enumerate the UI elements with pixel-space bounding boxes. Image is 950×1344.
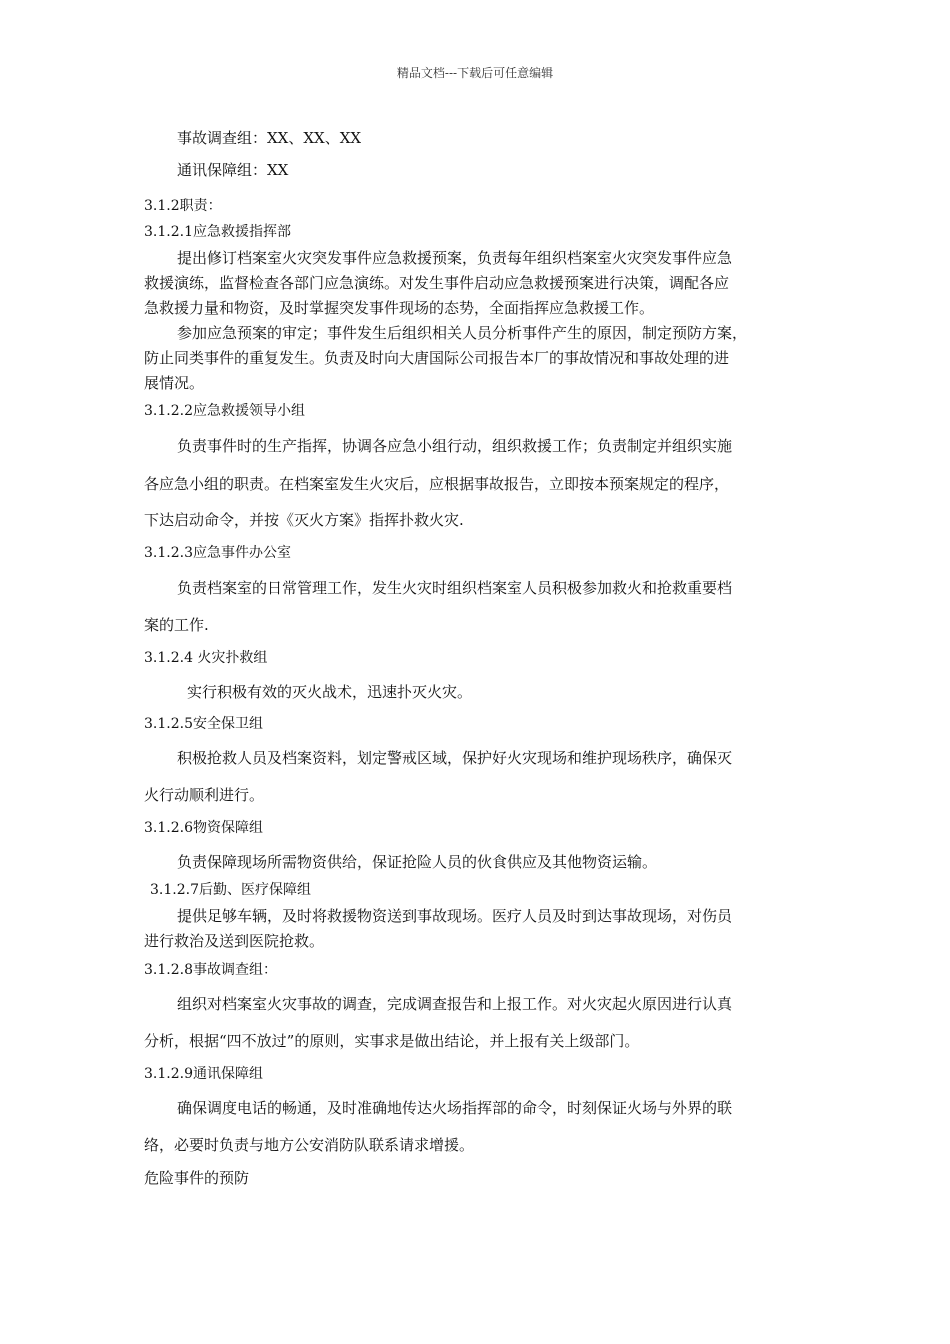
text-line: 络，必要时负责与地方公安消防队联系请求增援。: [144, 1136, 475, 1154]
text-line: 分析，根据“四不放过”的原则，实事求是做出结论，并上报有关上级部门。: [144, 1032, 640, 1050]
text-line: 负责事件时的生产指挥，协调各应急小组行动，组织救援工作；负责制定并组织实施: [177, 437, 733, 455]
text-line: 事故调查组：XX、XX、XX: [177, 129, 362, 147]
text-line: 救援演练，监督检查各部门应急演练。对发生事件启动应急救援预案进行决策，调配各应: [144, 274, 730, 292]
section-heading: 3.1.2.8事故调查组：: [144, 962, 277, 978]
section-heading: 3.1.2.6物资保障组: [144, 820, 263, 836]
section-heading: 3.1.2.4 火灾扑救组: [144, 650, 268, 666]
text-line: 负责档案室的日常管理工作，发生火灾时组织档案室人员积极参加救火和抢救重要档: [177, 579, 733, 597]
text-line: 防止同类事件的重复发生。负责及时向大唐国际公司报告本厂的事故情况和事故处理的进: [144, 349, 730, 367]
text-line: 通讯保障组：XX: [177, 161, 289, 179]
section-heading: 3.1.2.2应急救援领导小组: [144, 403, 305, 419]
section-heading: 3.1.2.3应急事件办公室: [144, 545, 291, 561]
text-line: 急救援力量和物资，及时掌握突发事件现场的态势，全面指挥应急救援工作。: [144, 299, 655, 317]
text-line: 积极抢救人员及档案资料，划定警戒区域，保护好火灾现场和维护现场秩序，确保灭: [177, 749, 733, 767]
text-line: 参加应急预案的审定；事件发生后组织相关人员分析事件产生的原因，制定预防方案，: [177, 324, 748, 342]
text-line: 下达启动命令，并按《灭火方案》指挥扑救火灾.: [144, 511, 464, 529]
text-line: 组织对档案室火灾事故的调查，完成调查报告和上报工作。对火灾起火原因进行认真: [177, 995, 733, 1013]
section-heading: 3.1.2.7后勤、医疗保障组: [150, 882, 311, 898]
text-line: 危险事件的预防: [144, 1169, 250, 1187]
text-line: 火行动顺利进行。: [144, 786, 265, 804]
text-line: 实行积极有效的灭火战术，迅速扑灭火灾。: [187, 683, 473, 701]
text-line: 提供足够车辆，及时将救援物资送到事故现场。医疗人员及时到达事故现场，对伤员: [177, 907, 733, 925]
text-line: 提出修订档案室火灾突发事件应急救援预案，负责每年组织档案室火灾突发事件应急: [177, 249, 733, 267]
text-line: 进行救治及送到医院抢救。: [144, 932, 325, 950]
section-heading: 3.1.2.5安全保卫组: [144, 716, 263, 732]
section-heading: 3.1.2.1应急救援指挥部: [144, 224, 291, 240]
text-line: 案的工作.: [144, 616, 209, 634]
text-line: 各应急小组的职责。在档案室发生火灾后，应根据事故报告，立即按本预案规定的程序，: [144, 475, 730, 493]
section-heading: 3.1.2职责：: [144, 198, 222, 214]
text-line: 确保调度电话的畅通，及时准确地传达火场指挥部的命令，时刻保证火场与外界的联: [177, 1099, 733, 1117]
text-line: 负责保障现场所需物资供给，保证抢险人员的伙食供应及其他物资运输。: [177, 853, 658, 871]
text-line: 展情况。: [144, 374, 205, 392]
page-header: 精品文档---下载后可任意编辑: [396, 66, 554, 80]
section-heading: 3.1.2.9通讯保障组: [144, 1066, 263, 1082]
